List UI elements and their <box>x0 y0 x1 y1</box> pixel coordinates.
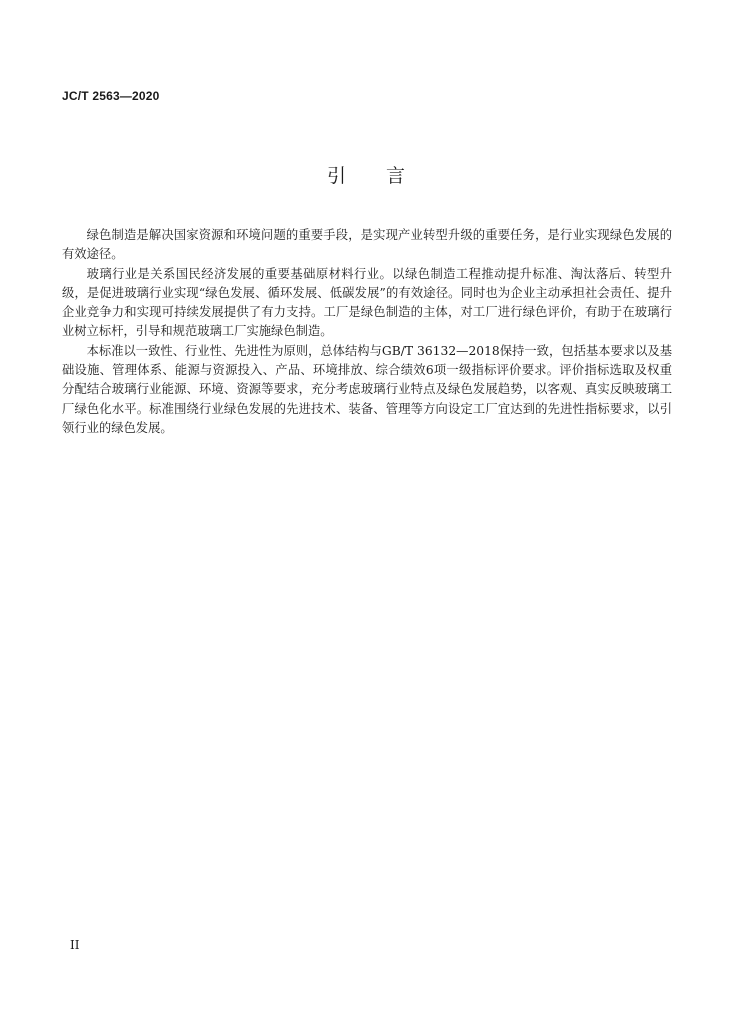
standard-code: JC/T 2563—2020 <box>62 89 160 103</box>
paragraph: 玻璃行业是关系国民经济发展的重要基础原材料行业。以绿色制造工程推动提升标准、淘汰落后、转型升级，是促进玻璃行业实现“绿色发展、循环发展、低碳发展”的有效途径。同时也为企业主动承担社会责任、提升企业竞争力和实现可持续发展提供了有力支持。工厂是绿色制造的主体，对工厂进行绿色评价，有助于在玻璃行业树立标杆，引导和规范玻璃工厂实施绿色制造。 <box>62 266 672 339</box>
paragraph: 绿色制造是解决国家资源和环境问题的重要手段，是实现产业转型升级的重要任务，是行业实现绿色发展的有效途径。 <box>62 228 672 262</box>
page-title: 引言 <box>326 165 445 187</box>
page-number: II <box>70 938 80 952</box>
document-body <box>62 226 672 438</box>
paragraph: 本标准以一致性、行业性、先进性为原则，总体结构与GB/T 36132—2018保持一致，包括基本要求以及基础设施、管理体系、能源与资源投入、产品、环境排放、综合绩效6项一级指标评价要求。评价指标选取及权重分配结合玻璃行业能源、环境、资源等要求，充分考虑玻璃行业特点及绿色发展趋势，以客观、真实反映玻璃工厂绿色化水平。标准围绕行业绿色发展的先进技术、装备、管理等方向设定工厂宜达到的先进性指标要求，以引领行业的绿色发展。 <box>62 343 672 435</box>
